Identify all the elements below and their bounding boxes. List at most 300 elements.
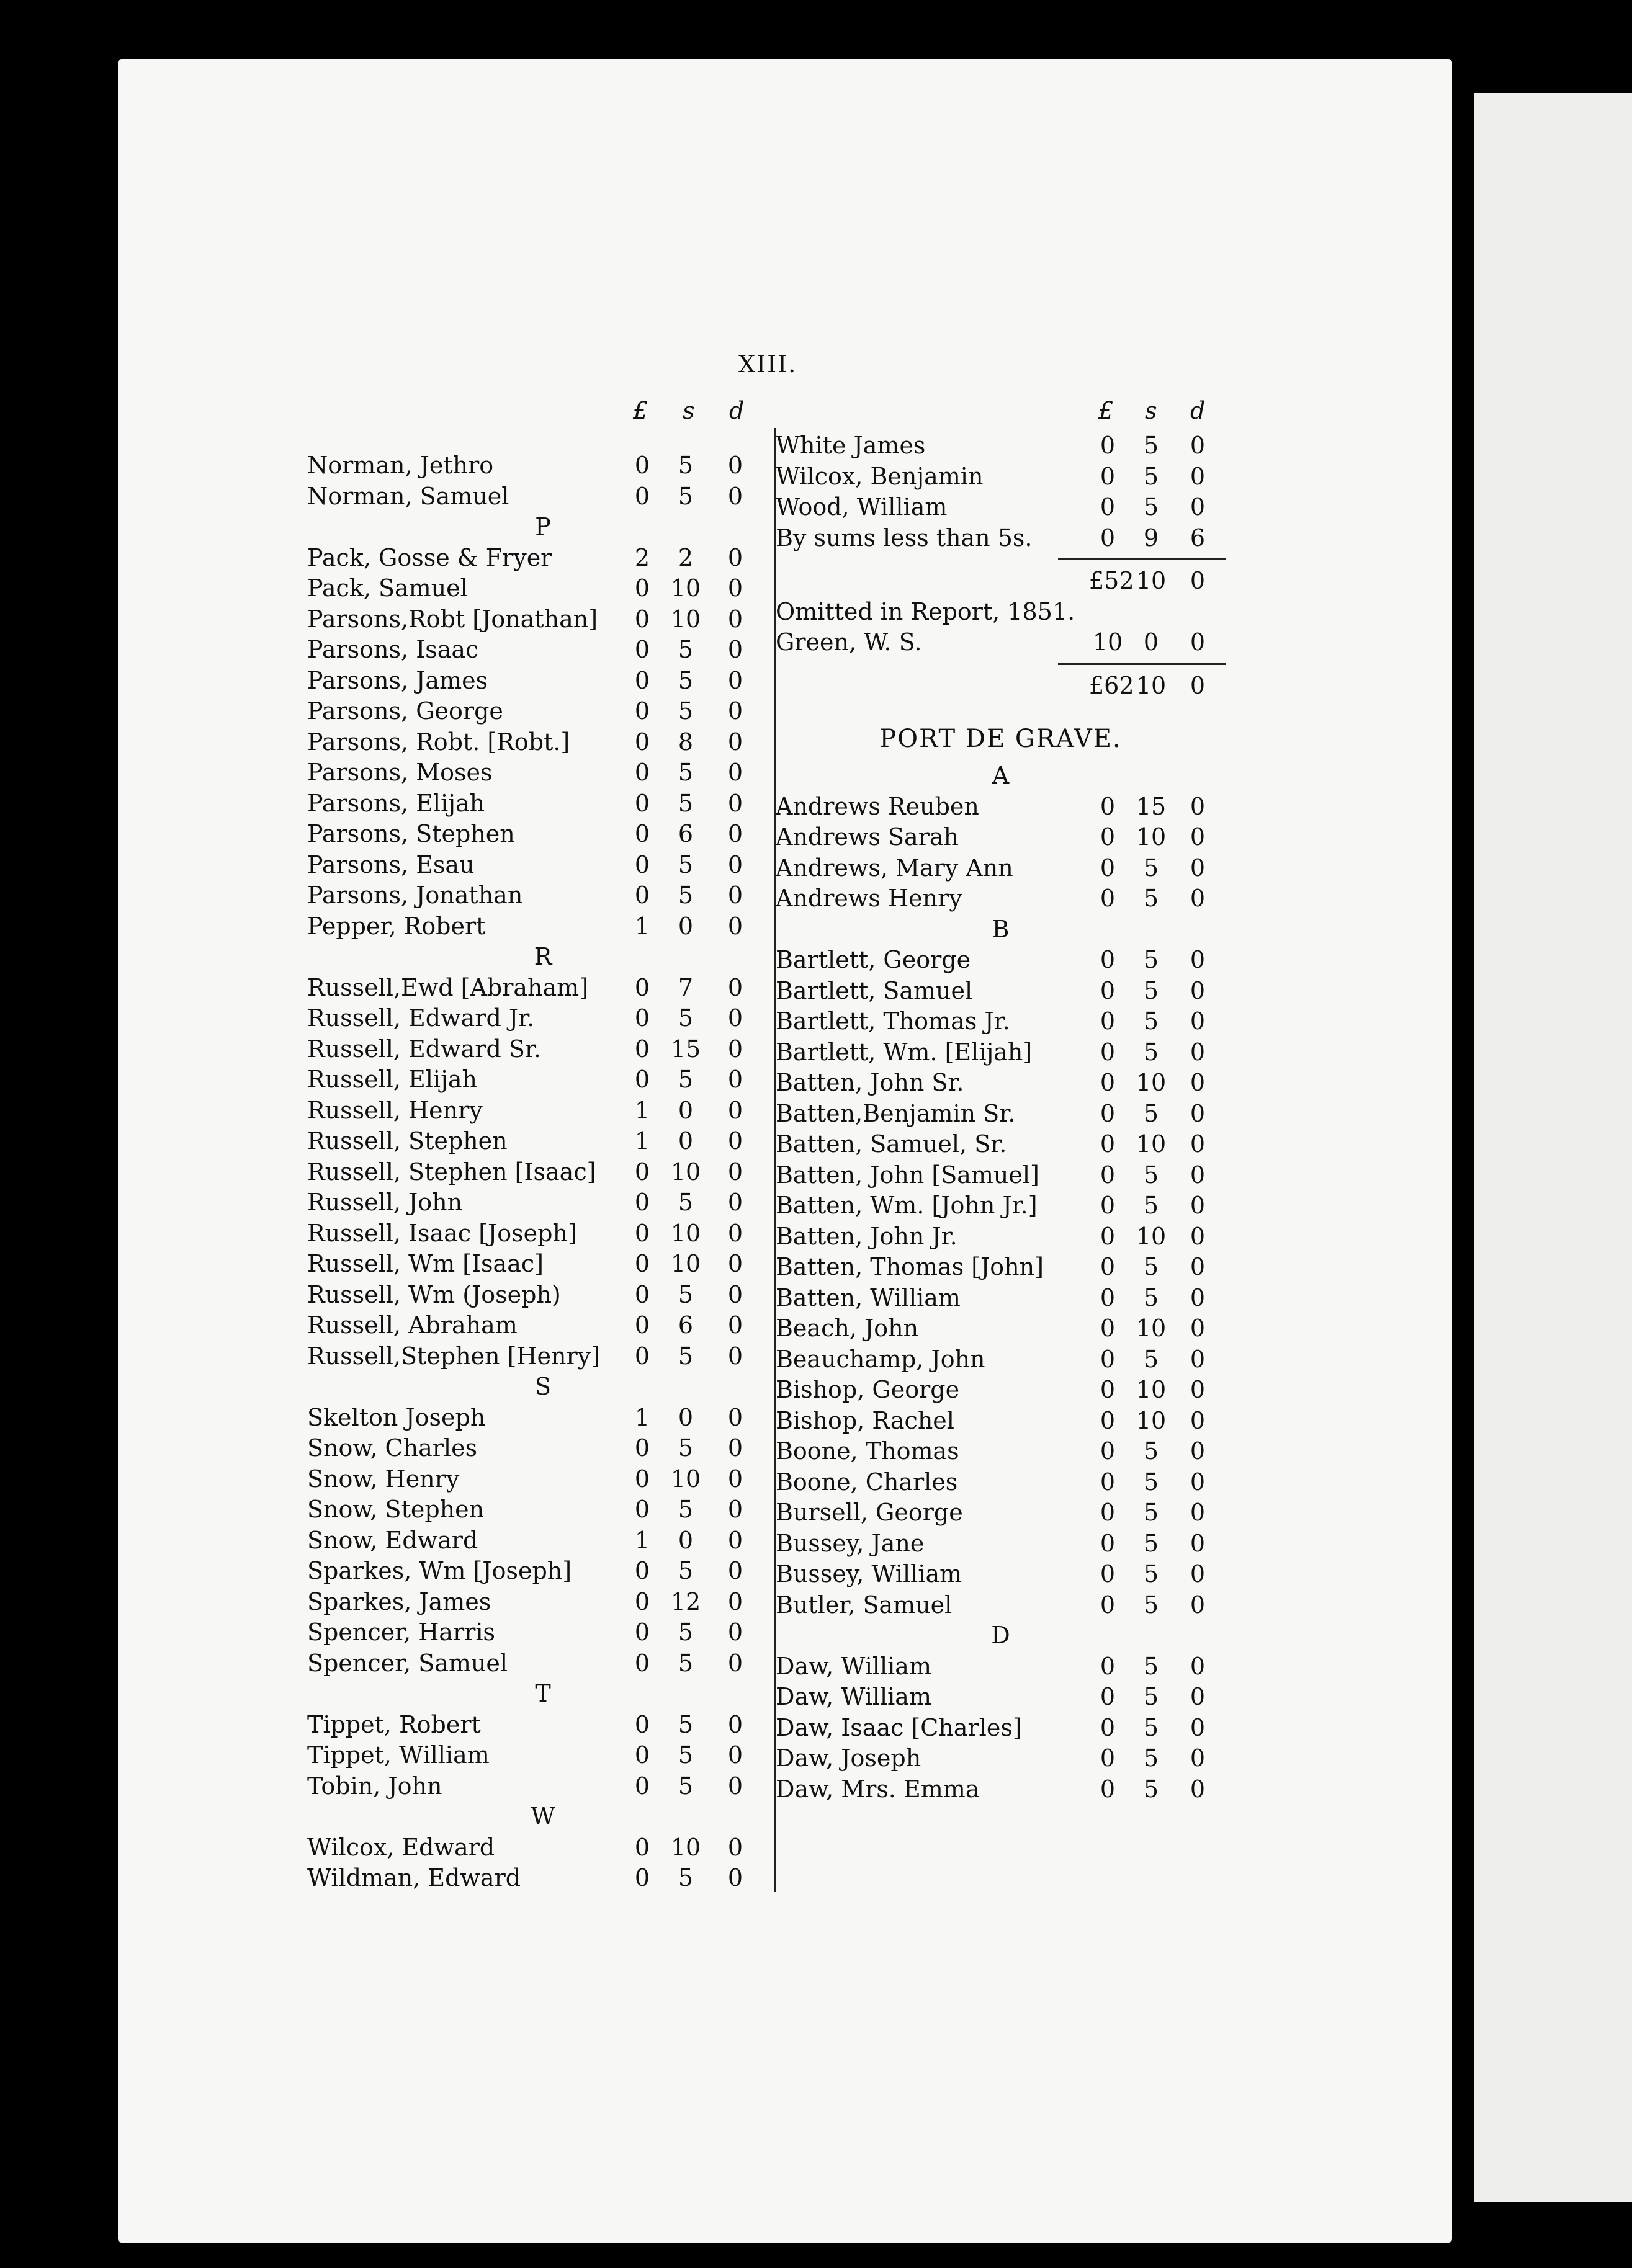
shillings-value: 15 [1136, 792, 1167, 820]
pounds-value: 0 [1100, 1345, 1116, 1373]
pounds-value: 0 [1100, 462, 1116, 490]
pounds-value: 0 [634, 1772, 650, 1800]
pence-value: 0 [727, 636, 743, 663]
pence-value: 0 [727, 1311, 743, 1339]
pence-value: 0 [1190, 792, 1206, 820]
pounds-value: 0 [634, 759, 650, 786]
shillings-value: 10 [670, 605, 701, 633]
subscriber-name: Russell, Edward Sr. [307, 1035, 541, 1063]
subscriber-row [307, 1065, 779, 1096]
subscriber-name: Batten, Samuel, Sr. [776, 1130, 1007, 1158]
subscriber-row [776, 1006, 1226, 1037]
pence-value: 0 [1190, 1376, 1206, 1403]
shillings-value: 10 [670, 574, 701, 602]
pounds-value: 0 [1100, 1683, 1116, 1710]
pounds-value: 0 [1100, 1253, 1116, 1280]
shillings-value: 5 [1143, 1192, 1159, 1219]
pounds-value: 0 [1100, 1775, 1116, 1803]
subscriber-row [776, 976, 1226, 1007]
pounds-value: 0 [1100, 1529, 1116, 1557]
subscriber-name: Batten, William [776, 1284, 961, 1311]
adjacent-page-edge [1474, 93, 1632, 2202]
pence-value: 0 [1190, 1099, 1206, 1127]
pence-value: 0 [1190, 1192, 1206, 1219]
pence-value: 0 [1190, 976, 1206, 1004]
pence-value: 0 [1190, 1069, 1206, 1096]
subscriber-row [307, 1218, 779, 1249]
subscriber-row [776, 1252, 1226, 1283]
subscriber-row [307, 1433, 779, 1464]
subscriber-row [307, 573, 779, 604]
pence-value: 0 [1190, 1499, 1206, 1526]
shillings-value: 6 [678, 820, 694, 847]
shillings-value: 0 [678, 1096, 694, 1124]
shillings-value: 5 [678, 666, 694, 694]
pence-value: 0 [727, 1189, 743, 1216]
subscriber-name: Andrews, Mary Ann [776, 854, 1013, 882]
shillings-value: 10 [1136, 1222, 1167, 1250]
spacer [307, 431, 779, 450]
pounds-value: 0 [634, 789, 650, 817]
subscriber-row [776, 1344, 1226, 1375]
pounds-value: 0 [1100, 1499, 1116, 1526]
subscriber-name: Norman, Samuel [307, 482, 509, 510]
subscriber-name: Russell, Edward Jr. [307, 1004, 535, 1032]
subscriber-name: Daw, Joseph [776, 1744, 921, 1772]
pence-value: 0 [727, 1434, 743, 1462]
subscriber-row [776, 566, 1226, 597]
shillings-value: 5 [678, 1557, 694, 1584]
shillings-value: 10 [1136, 823, 1167, 850]
subscriber-row [776, 1743, 1226, 1774]
pounds-value: 0 [1100, 1007, 1116, 1035]
subscriber-row [307, 1157, 779, 1188]
pounds-value: 0 [634, 482, 650, 510]
subscriber-name: White James [776, 432, 926, 459]
shillings-value: 5 [1143, 1099, 1159, 1127]
pence-value: 0 [1190, 1406, 1206, 1434]
subscriber-row [307, 1740, 779, 1771]
pounds-value: 0 [634, 1219, 650, 1247]
pence-value: 0 [727, 759, 743, 786]
pence-value: 0 [727, 973, 743, 1001]
alphabet-heading [307, 1679, 779, 1710]
subscriber-name: Russell,Stephen [Henry] [307, 1342, 600, 1370]
left-column [307, 397, 779, 1894]
pounds-value: 0 [634, 1434, 650, 1462]
pence-value: 0 [727, 574, 743, 602]
shillings-value: 15 [670, 1035, 701, 1063]
subscriber-row [776, 1682, 1226, 1713]
subscriber-name: Parsons, Stephen [307, 820, 515, 847]
subscriber-row [307, 481, 779, 512]
pence-value: 0 [727, 1587, 743, 1615]
subscriber-row [307, 1648, 779, 1679]
shillings-value: 5 [678, 452, 694, 479]
pence-value: 0 [1190, 1345, 1206, 1373]
pence-value: 0 [727, 1526, 743, 1554]
subscriber-row [307, 1341, 779, 1372]
shillings-value: 5 [678, 882, 694, 909]
pence-value: 0 [727, 789, 743, 817]
pence-value: 0 [1190, 1775, 1206, 1803]
subscriber-name: Sparkes, James [307, 1587, 491, 1615]
subscriber-row [307, 1310, 779, 1341]
subscriber-row [307, 850, 779, 881]
subscriber-row [307, 696, 779, 727]
subscriber-name: Snow, Henry [307, 1465, 460, 1493]
pounds-value: 1 [634, 1096, 650, 1124]
shillings-value: 10 [1136, 1069, 1167, 1096]
subscriber-row [307, 1710, 779, 1741]
shillings-value: 5 [1143, 946, 1159, 973]
pounds-value: 0 [634, 1864, 650, 1891]
pence-value: 0 [727, 820, 743, 847]
shillings-header: s [683, 397, 695, 424]
subscriber-row [776, 1190, 1226, 1221]
pence-value: 0 [727, 882, 743, 909]
pence-value: 0 [1190, 946, 1206, 973]
pence-value: 0 [1190, 1284, 1206, 1311]
pence-value: 0 [1190, 1744, 1206, 1772]
subscriber-name: Butler, Samuel [776, 1591, 953, 1618]
pence-value: 0 [1190, 1038, 1206, 1066]
pence-value: 0 [727, 850, 743, 878]
pence-value: 0 [727, 1557, 743, 1584]
subscriber-row [307, 1863, 779, 1894]
pence-value: 0 [727, 1096, 743, 1124]
heading-text: S [534, 1373, 552, 1400]
subscriber-name: Bussey, Jane [776, 1529, 925, 1557]
pence-value: 0 [1190, 1161, 1206, 1189]
pence-header: d [1190, 397, 1206, 424]
shillings-value: 9 [1143, 524, 1159, 551]
subscriber-row [776, 1436, 1226, 1467]
shillings-value: 10 [1136, 671, 1167, 699]
pence-value: 0 [727, 1066, 743, 1093]
pounds-value: 0 [634, 452, 650, 479]
section-heading [776, 717, 1226, 761]
subscriber-name: Wood, William [776, 493, 948, 520]
pence-value: 0 [727, 1864, 743, 1891]
subscriber-name: Russell, Henry [307, 1096, 483, 1124]
pence-value: 0 [727, 605, 743, 633]
subscriber-name: Russell, Wm [Isaac] [307, 1250, 544, 1277]
pence-value: 0 [727, 452, 743, 479]
pounds-value: 0 [634, 1311, 650, 1339]
pounds-value: 0 [1100, 1038, 1116, 1066]
subscriber-name: Andrews Reuben [776, 792, 979, 820]
pounds-value: 0 [634, 1250, 650, 1277]
pounds-value: 0 [634, 882, 650, 909]
pence-value: 0 [1190, 567, 1206, 594]
alphabet-heading [776, 761, 1226, 792]
pounds-value: 0 [634, 1833, 650, 1861]
pence-value: 6 [1190, 524, 1206, 551]
subscriber-name: Russell, Stephen [Isaac] [307, 1158, 596, 1185]
shillings-value: 5 [1143, 1529, 1159, 1557]
pounds-value: 0 [1100, 1713, 1116, 1741]
subscriber-name: Bartlett, Samuel [776, 976, 973, 1004]
subscriber-row [776, 1037, 1226, 1068]
pence-value: 0 [727, 482, 743, 510]
shillings-value: 5 [1143, 1499, 1159, 1526]
shillings-value: 6 [678, 1311, 694, 1339]
subscriber-row [307, 1249, 779, 1280]
subscriber-name: Andrews Henry [776, 885, 962, 912]
subscriber-row [307, 1187, 779, 1218]
subscriber-row [307, 1617, 779, 1648]
pounds-value: 0 [1100, 792, 1116, 820]
shillings-value: 5 [678, 1772, 694, 1800]
pence-value: 0 [1190, 885, 1206, 912]
shillings-value: 5 [678, 1342, 694, 1370]
subscriber-row [776, 492, 1226, 523]
pounds-value: 0 [1100, 1315, 1116, 1342]
subscriber-name: Daw, Isaac [Charles] [776, 1713, 1022, 1741]
subscriber-name: Spencer, Harris [307, 1618, 496, 1646]
subscriber-name: Parsons,Robt [Jonathan] [307, 605, 598, 633]
subscriber-row [776, 1129, 1226, 1160]
subscriber-row [776, 822, 1226, 853]
pounds-value: 0 [634, 1066, 650, 1093]
pounds-value: 0 [634, 1158, 650, 1185]
pounds-value: 0 [634, 697, 650, 725]
alphabet-heading [776, 1620, 1226, 1651]
subscriber-row [776, 1068, 1226, 1099]
pounds-value: 0 [1100, 1376, 1116, 1403]
shillings-value: 5 [1143, 854, 1159, 882]
pounds-value: 0 [634, 666, 650, 694]
subscriber-name: Parsons, Elijah [307, 789, 485, 817]
pounds-value: 0 [634, 850, 650, 878]
pounds-value: 0 [634, 1189, 650, 1216]
shillings-value: 5 [678, 1710, 694, 1738]
subscriber-row [776, 1467, 1226, 1498]
alphabet-heading [307, 1801, 779, 1833]
pounds-value: 1 [634, 1403, 650, 1431]
subscriber-row [776, 1099, 1226, 1130]
subscriber-row [776, 792, 1226, 823]
shillings-value: 5 [678, 1649, 694, 1677]
pounds-value: 0 [634, 728, 650, 756]
subscriber-row [776, 671, 1226, 702]
alphabet-heading [307, 942, 779, 973]
subscriber-row [776, 1651, 1226, 1682]
pence-value: 0 [1190, 854, 1206, 882]
subscriber-name: Norman, Jethro [307, 452, 494, 479]
subscriber-row [776, 627, 1226, 658]
subscriber-name: Russell, Abraham [307, 1311, 518, 1339]
page-number: XIII. [738, 350, 797, 378]
heading-text: A [992, 762, 1010, 789]
subscriber-name: Batten, Wm. [John Jr.] [776, 1192, 1038, 1219]
shillings-value: 8 [678, 728, 694, 756]
subscriber-name: Tobin, John [307, 1772, 442, 1800]
pence-value: 0 [1190, 1652, 1206, 1680]
subscriber-row [776, 1774, 1226, 1805]
subscriber-row [776, 597, 1226, 628]
heading-text: PORT DE GRAVE. [879, 725, 1122, 753]
shillings-value: 5 [1143, 1284, 1159, 1311]
pounds-value: 1 [634, 1526, 650, 1554]
shillings-value: 5 [1143, 1468, 1159, 1496]
shillings-value: 5 [678, 636, 694, 663]
shillings-value: 10 [1136, 1130, 1167, 1158]
subscriber-name: Russell, John [307, 1189, 463, 1216]
subscriber-name: Wilcox, Benjamin [776, 462, 984, 490]
pounds-value: 2 [634, 543, 650, 571]
subscriber-row [307, 1003, 779, 1034]
pence-value: 0 [727, 1649, 743, 1677]
alphabet-heading [307, 1372, 779, 1403]
pounds-value: 0 [1100, 1161, 1116, 1189]
subscriber-name: Batten,Benjamin Sr. [776, 1099, 1016, 1127]
subscriber-row [307, 1126, 779, 1157]
alphabet-heading [307, 512, 779, 543]
pounds-value: £52 [1089, 567, 1134, 594]
shillings-value: 5 [1143, 1775, 1159, 1803]
shillings-value: 5 [678, 697, 694, 725]
shillings-value: 5 [678, 789, 694, 817]
pence-value: 0 [1190, 1130, 1206, 1158]
pounds-value: 0 [1100, 1560, 1116, 1587]
pounds-value: 0 [1100, 493, 1116, 520]
subscriber-name: Russell, Stephen [307, 1127, 508, 1154]
subscriber-name: Beauchamp, John [776, 1345, 985, 1373]
heading-text: R [534, 943, 552, 970]
pence-value: 0 [727, 1465, 743, 1493]
subscriber-name: Tippet, William [307, 1741, 490, 1769]
heading-text: B [992, 915, 1010, 943]
shillings-value: 0 [1143, 628, 1159, 656]
shillings-value: 5 [678, 1434, 694, 1462]
pounds-value: 0 [1100, 1591, 1116, 1618]
subscriber-row [776, 1283, 1226, 1314]
pence-value: 0 [1190, 462, 1206, 490]
shillings-value: 10 [1136, 1315, 1167, 1342]
subscriber-name: Daw, William [776, 1683, 931, 1710]
subscriber-name: Russell, Wm (Joseph) [307, 1280, 561, 1308]
subscriber-row [776, 1375, 1226, 1406]
shillings-value: 5 [678, 482, 694, 510]
subscriber-name: Batten, John [Samuel] [776, 1161, 1039, 1189]
shillings-value: 5 [678, 1741, 694, 1769]
subscriber-name: Skelton Joseph [307, 1403, 486, 1431]
shillings-value: 5 [678, 1618, 694, 1646]
subscriber-row [776, 1313, 1226, 1344]
subscriber-name: Pepper, Robert [307, 912, 486, 940]
subscriber-row [776, 1529, 1226, 1560]
shillings-value: 5 [678, 759, 694, 786]
subscriber-name: Daw, William [776, 1652, 931, 1680]
subscriber-row [776, 431, 1226, 462]
pounds-value: 0 [1100, 1468, 1116, 1496]
pence-value: 0 [727, 1618, 743, 1646]
shillings-value: 5 [1143, 1345, 1159, 1373]
shillings-value: 5 [1143, 1560, 1159, 1587]
subscriber-name: Russell, Elijah [307, 1066, 477, 1093]
shillings-value: 5 [1143, 885, 1159, 912]
pence-value: 0 [1190, 1315, 1206, 1342]
subscriber-name: Parsons, Moses [307, 759, 493, 786]
shillings-value: 5 [678, 1189, 694, 1216]
subscriber-name: Pack, Samuel [307, 574, 468, 602]
pounds-value: 0 [1100, 1744, 1116, 1772]
subscriber-row [307, 757, 779, 788]
subscriber-row [307, 1280, 779, 1311]
pence-value: 0 [727, 1710, 743, 1738]
heading-text: P [535, 513, 551, 540]
shillings-value: 5 [1143, 1161, 1159, 1189]
pounds-value: 0 [634, 1465, 650, 1493]
subscriber-name: Bartlett, George [776, 946, 971, 973]
subscriber-row [307, 819, 779, 850]
subscriber-row [307, 635, 779, 666]
pounds-value: 0 [634, 1496, 650, 1523]
shillings-value: 5 [1143, 462, 1159, 490]
pounds-header: £ [633, 397, 648, 424]
subscriber-row [776, 945, 1226, 976]
subscriber-name: Snow, Stephen [307, 1496, 485, 1523]
pounds-value: 0 [634, 1618, 650, 1646]
shillings-value: 10 [670, 1219, 701, 1247]
shillings-value: 10 [1136, 1406, 1167, 1434]
subscriber-name: Parsons, James [307, 666, 488, 694]
subscriber-row [776, 883, 1226, 914]
pounds-value: 0 [634, 820, 650, 847]
subscriber-row [776, 1590, 1226, 1621]
pounds-header: £ [1098, 397, 1114, 424]
right-column [776, 397, 1226, 1805]
shillings-value: 10 [1136, 1376, 1167, 1403]
shillings-value: 10 [670, 1833, 701, 1861]
pounds-value: 0 [1100, 1130, 1116, 1158]
pence-value: 0 [1190, 1713, 1206, 1741]
subscriber-name: Snow, Charles [307, 1434, 478, 1462]
subscriber-row [776, 1498, 1226, 1529]
pence-value: 0 [727, 1219, 743, 1247]
subscriber-name: Wilcox, Edward [307, 1833, 495, 1861]
pence-value: 0 [727, 1833, 743, 1861]
subscriber-row [776, 1221, 1226, 1252]
pence-value: 0 [727, 697, 743, 725]
pounds-value: 0 [1100, 1069, 1116, 1096]
pounds-value: 0 [1100, 854, 1116, 882]
subscriber-name: Batten, John Sr. [776, 1069, 964, 1096]
subscriber-name: Omitted in Report, 1851. [776, 597, 1075, 625]
pounds-value: 0 [1100, 885, 1116, 912]
subscriber-name: Parsons, Robt. [Robt.] [307, 728, 570, 756]
pounds-value: 0 [1100, 1652, 1116, 1680]
subscriber-row [307, 973, 779, 1004]
pence-value: 0 [727, 1342, 743, 1370]
pounds-value: 0 [1100, 1099, 1116, 1127]
subscriber-name: Batten, Thomas [John] [776, 1253, 1044, 1280]
subscriber-row [307, 1525, 779, 1556]
shillings-value: 10 [670, 1465, 701, 1493]
pounds-value: 0 [634, 1280, 650, 1308]
subscriber-row [776, 1160, 1226, 1191]
shillings-value: 0 [678, 1526, 694, 1554]
subscriber-row [307, 727, 779, 758]
subscriber-row [307, 1771, 779, 1802]
pounds-value: 0 [1100, 524, 1116, 551]
pounds-value: 0 [634, 574, 650, 602]
shillings-value: 5 [1143, 1038, 1159, 1066]
subscriber-name: Wildman, Edward [307, 1864, 521, 1891]
pence-value: 0 [1190, 1253, 1206, 1280]
